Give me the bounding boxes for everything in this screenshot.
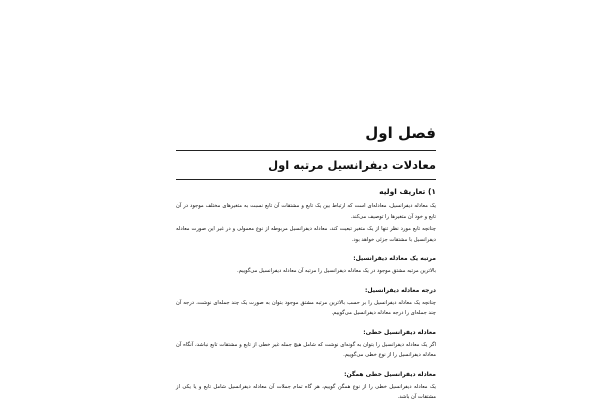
definition-title-order: مرتبه یک معادله دیفرانسیل: [353, 255, 436, 262]
section-heading: ۱) تعاریف اولیه [379, 187, 436, 196]
definition-text-degree: چنانچه یک معادله دیفرانسیل را بر حسب بالاترین مرتبه مشتق موجود بتوان به صورت یک چند جمله‌ای نوشت، درجه آن چند جمله‌ای را درجه معادله دیفرانسیل می‌گوییم. [176, 299, 436, 316]
definition-title-linear: معادله دیفرانسیل خطی: [363, 328, 436, 336]
title-divider [176, 150, 436, 151]
chapter-subtitle: معادلات دیفرانسیل مرتبه اول [268, 158, 436, 172]
subtitle-divider [176, 179, 436, 180]
definition-text-order: بالاترین مرتبه مشتق موجود در یک معادله دیفرانسیل را مرتبه آن معادله دیفرانسیل می‌گوییم. [237, 268, 436, 274]
definition-title-degree: درجه معادله دیفرانسیل: [364, 286, 436, 294]
definition-title-homogeneous: معادله دیفرانسیل خطی همگن: [344, 370, 436, 378]
section-paragraph-1: یک معادله دیفرانسیل، معادله‌ای است که ارتباط بین یک تابع و مشتقات آن تابع نسبت به متغیرهای مختلف موجود در آن تابع و خود آن متغیرها را توصیف می‌کند. [176, 203, 436, 220]
definition-text-linear: اگر یک معادله دیفرانسیل را بتوان به گونه‌ای نوشت که شامل هیچ جمله غیر خطی از تابع و مشتقات تابع نباشد، آنگاه آن معادله دیفرانسیل را از نوع خطی می‌گوییم. [176, 341, 436, 358]
definition-text-homogeneous: یک معادله دیفرانسیل خطی را از نوع همگن گوییم، هر گاه تمام جملات آن معادله دیفرانسیل شامل تابع و یا یکی از مشتقات آن باشد. [176, 383, 436, 400]
chapter-content [176, 124, 436, 405]
section-paragraph-2: چنانچه تابع مورد نظر تنها از یک متغیر تبعیت کند، معادله دیفرانسیل مربوطه از نوع معمولی و در غیر این صورت معادله دیفرانسیل با مشتقات جزئی خواهد بود. [176, 226, 436, 243]
chapter-title: فصل اول [365, 124, 436, 142]
